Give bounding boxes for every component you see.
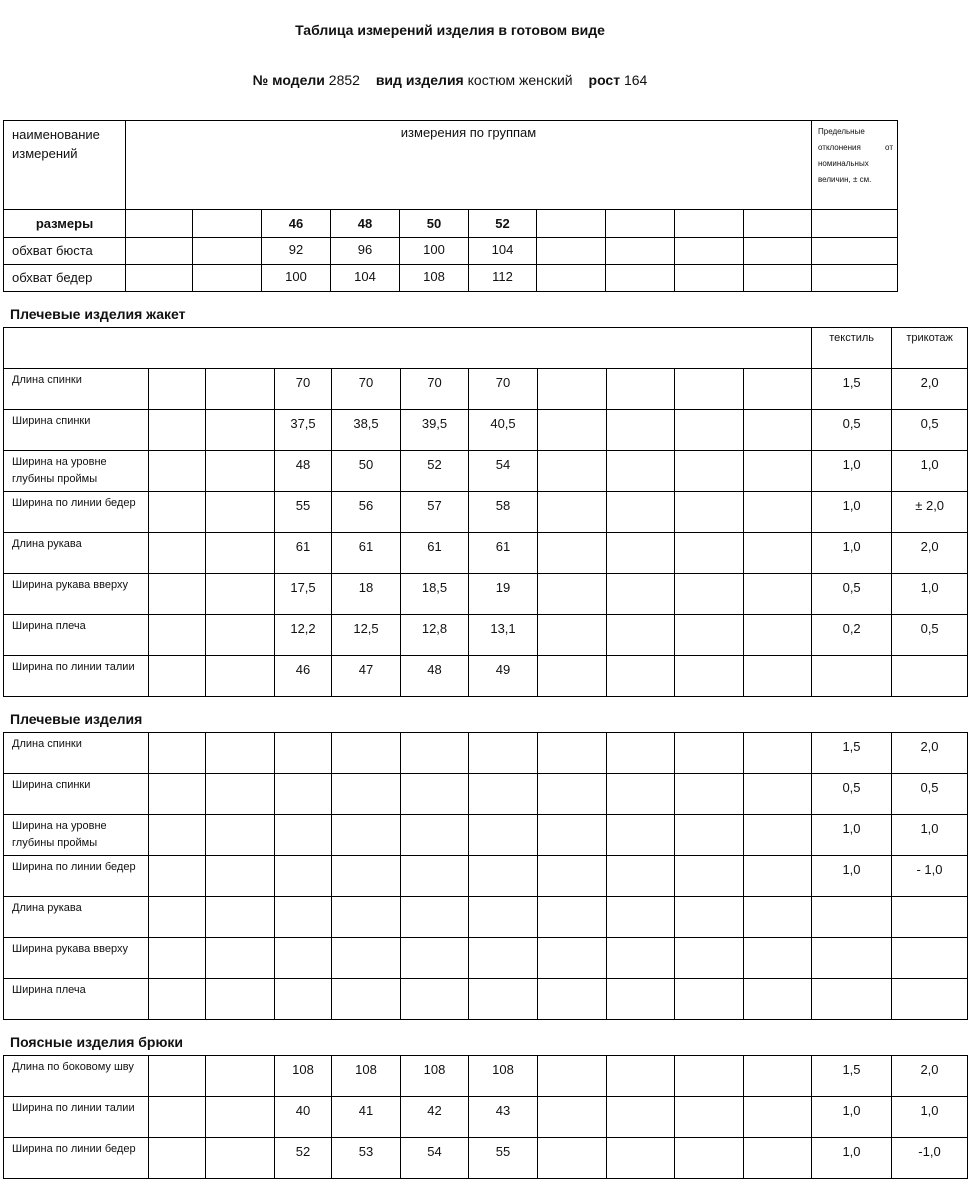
empty-cell (744, 451, 812, 492)
value-cell: 12,8 (401, 615, 469, 656)
table-cell: 112 (469, 265, 537, 292)
empty-cell (675, 979, 744, 1020)
table-cell: 100 (262, 265, 331, 292)
empty-cell (675, 1097, 744, 1138)
table-cell: 96 (331, 238, 400, 265)
empty-cell (607, 574, 675, 615)
empty-cell (538, 815, 607, 856)
empty-cell (675, 533, 744, 574)
knit-tolerance: ± 2,0 (892, 492, 968, 533)
value-cell (332, 979, 401, 1020)
product-type-label: вид изделия (375, 72, 464, 88)
empty-cell (607, 1138, 675, 1179)
size-52: 52 (469, 210, 537, 238)
empty-cell (149, 533, 206, 574)
textile-tolerance: 1,0 (812, 1138, 892, 1179)
row-label: Ширина по линии талии (4, 1097, 149, 1138)
empty-cell (206, 1138, 275, 1179)
empty-cell (206, 897, 275, 938)
value-cell: 49 (469, 656, 538, 697)
value-cell: 108 (401, 1056, 469, 1097)
row-label: Ширина спинки (4, 410, 149, 451)
textile-tolerance: 0,5 (812, 774, 892, 815)
table-row (4, 533, 968, 574)
table-row (4, 938, 968, 979)
empty-cell (744, 1097, 812, 1138)
empty-cell (538, 410, 607, 451)
empty-cell (206, 369, 275, 410)
knit-tolerance: 1,0 (892, 451, 968, 492)
empty-cell (744, 733, 812, 774)
product-type-value: костюм женский (467, 72, 573, 88)
bust-label: обхват бюста (4, 238, 126, 265)
table-row (4, 897, 968, 938)
empty-cell (206, 1097, 275, 1138)
empty-cell (206, 533, 275, 574)
empty-cell (744, 897, 812, 938)
empty-cell (149, 410, 206, 451)
textile-tolerance: 1,0 (812, 533, 892, 574)
empty-cell (675, 492, 744, 533)
value-cell (401, 774, 469, 815)
table-row (4, 774, 968, 815)
value-cell: 70 (332, 369, 401, 410)
value-cell (469, 897, 538, 938)
table-row (4, 615, 968, 656)
table-row (4, 410, 968, 451)
empty-cell (538, 774, 607, 815)
hips-label: обхват бедер (4, 265, 126, 292)
empty-cell (538, 656, 607, 697)
textile-tolerance (812, 897, 892, 938)
row-label: Длина спинки (4, 733, 149, 774)
empty-cell (607, 369, 675, 410)
value-cell: 39,5 (401, 410, 469, 451)
textile-tolerance: 0,2 (812, 615, 892, 656)
row-label: Ширина по линии бедер (4, 492, 149, 533)
value-cell (275, 774, 332, 815)
value-cell: 70 (401, 369, 469, 410)
empty-cell (206, 938, 275, 979)
empty-cell (607, 815, 675, 856)
empty-cell (744, 656, 812, 697)
value-cell (332, 733, 401, 774)
value-cell (469, 815, 538, 856)
knit-tolerance: 0,5 (892, 410, 968, 451)
empty-cell (149, 1097, 206, 1138)
empty-cell (149, 656, 206, 697)
value-cell: 41 (332, 1097, 401, 1138)
sizes-label: размеры (4, 210, 126, 238)
row-label: Ширина рукава вверху (4, 938, 149, 979)
row-label: Ширина на уровне глубины проймы (4, 451, 149, 492)
row-label: Длина спинки (4, 369, 149, 410)
shoulder-table (3, 732, 968, 1020)
value-cell: 54 (401, 1138, 469, 1179)
deviation-header: Предельные отклонения от номинальных величин, ± см. (812, 121, 898, 210)
row-label: Ширина на уровне глубины проймы (4, 815, 149, 856)
empty-cell (206, 492, 275, 533)
value-cell (275, 856, 332, 897)
empty-cell (744, 938, 812, 979)
value-cell (469, 733, 538, 774)
empty-cell (607, 533, 675, 574)
empty-cell (149, 1056, 206, 1097)
textile-tolerance: 1,0 (812, 815, 892, 856)
knit-tolerance: -1,0 (892, 1138, 968, 1179)
empty-cell (675, 656, 744, 697)
empty-cell (538, 1056, 607, 1097)
empty-cell (744, 856, 812, 897)
empty-cell (675, 369, 744, 410)
value-cell: 48 (275, 451, 332, 492)
value-cell: 57 (401, 492, 469, 533)
value-cell: 54 (469, 451, 538, 492)
empty-cell (675, 774, 744, 815)
table-row (4, 733, 968, 774)
empty-cell (675, 410, 744, 451)
value-cell: 40,5 (469, 410, 538, 451)
value-cell (332, 897, 401, 938)
empty-cell (206, 410, 275, 451)
empty-cell (744, 815, 812, 856)
empty-cell (206, 574, 275, 615)
empty-cell (149, 574, 206, 615)
value-cell: 43 (469, 1097, 538, 1138)
empty-cell (149, 897, 206, 938)
row-label: Ширина по линии талии (4, 656, 149, 697)
measurement-name-header: наименование измерений (4, 121, 126, 210)
empty-cell (538, 1097, 607, 1138)
table-row (4, 1138, 968, 1179)
empty-cell (206, 615, 275, 656)
value-cell (275, 979, 332, 1020)
textile-tolerance: 1,0 (812, 1097, 892, 1138)
table-row (4, 492, 968, 533)
empty-cell (675, 815, 744, 856)
table-row (4, 1097, 968, 1138)
textile-tolerance: 1,5 (812, 369, 892, 410)
trousers-section-title: Поясные изделия брюки (10, 1034, 184, 1050)
empty-cell (607, 615, 675, 656)
empty-cell (206, 1056, 275, 1097)
knit-tolerance: 1,0 (892, 815, 968, 856)
empty-cell (607, 410, 675, 451)
height-value: 164 (623, 72, 648, 88)
value-cell (332, 774, 401, 815)
value-cell: 61 (469, 533, 538, 574)
empty-cell (149, 451, 206, 492)
value-cell: 38,5 (332, 410, 401, 451)
textile-header: текстиль (812, 328, 892, 369)
textile-tolerance: 1,0 (812, 492, 892, 533)
value-cell (275, 897, 332, 938)
empty-cell (675, 856, 744, 897)
empty-cell (744, 533, 812, 574)
value-cell (275, 815, 332, 856)
jacket-section-title: Плечевые изделия жакет (10, 306, 186, 322)
document-title: Таблица измерений изделия в готовом виде (295, 22, 605, 38)
empty-cell (206, 774, 275, 815)
empty-cell (538, 856, 607, 897)
value-cell: 37,5 (275, 410, 332, 451)
textile-tolerance (812, 656, 892, 697)
sizes-table (3, 120, 898, 292)
value-cell: 70 (469, 369, 538, 410)
table-cell: 92 (262, 238, 331, 265)
table-row (4, 815, 968, 856)
empty-cell (206, 815, 275, 856)
empty-cell (206, 733, 275, 774)
empty-cell (538, 451, 607, 492)
empty-cell (607, 1097, 675, 1138)
row-label: Ширина плеча (4, 979, 149, 1020)
empty-cell (675, 1138, 744, 1179)
model-number-value: 2852 (328, 72, 360, 88)
value-cell: 108 (275, 1056, 332, 1097)
value-cell: 61 (332, 533, 401, 574)
empty-cell (538, 979, 607, 1020)
row-label: Ширина спинки (4, 774, 149, 815)
table-row (4, 979, 968, 1020)
empty-cell (149, 856, 206, 897)
value-cell (332, 815, 401, 856)
knit-tolerance: - 1,0 (892, 856, 968, 897)
empty-cell (744, 774, 812, 815)
empty-cell (607, 492, 675, 533)
value-cell: 48 (401, 656, 469, 697)
empty-cell (744, 615, 812, 656)
empty-cell (149, 815, 206, 856)
value-cell: 108 (469, 1056, 538, 1097)
knit-tolerance: 2,0 (892, 369, 968, 410)
jacket-table (3, 327, 968, 697)
empty-cell (744, 574, 812, 615)
empty-cell (538, 938, 607, 979)
groups-header: измерения по группам (126, 121, 812, 210)
knit-tolerance: 0,5 (892, 774, 968, 815)
value-cell: 70 (275, 369, 332, 410)
model-number-label: № модели (252, 72, 325, 88)
empty-cell (149, 733, 206, 774)
textile-tolerance (812, 938, 892, 979)
value-cell (401, 938, 469, 979)
empty-cell (149, 492, 206, 533)
table-row (4, 1056, 968, 1097)
value-cell: 47 (332, 656, 401, 697)
value-cell (401, 815, 469, 856)
empty-cell (538, 369, 607, 410)
value-cell: 42 (401, 1097, 469, 1138)
empty-cell (607, 656, 675, 697)
empty-cell (675, 615, 744, 656)
empty-cell (149, 1138, 206, 1179)
value-cell: 46 (275, 656, 332, 697)
knit-tolerance (892, 938, 968, 979)
empty-cell (538, 1138, 607, 1179)
empty-cell (607, 938, 675, 979)
empty-cell (675, 451, 744, 492)
empty-cell (607, 897, 675, 938)
empty-cell (744, 1056, 812, 1097)
shoulder-section-title: Плечевые изделия (10, 711, 143, 727)
value-cell: 18 (332, 574, 401, 615)
size-46: 46 (262, 210, 331, 238)
value-cell (401, 897, 469, 938)
value-cell (401, 733, 469, 774)
knit-tolerance: 2,0 (892, 1056, 968, 1097)
model-info-line (0, 72, 900, 88)
empty-cell (206, 979, 275, 1020)
value-cell: 50 (332, 451, 401, 492)
empty-cell (607, 451, 675, 492)
empty-cell (538, 533, 607, 574)
empty-cell (206, 451, 275, 492)
value-cell: 12,5 (332, 615, 401, 656)
table-row (4, 656, 968, 697)
row-label: Ширина по линии бедер (4, 856, 149, 897)
empty-cell (607, 979, 675, 1020)
empty-cell (538, 574, 607, 615)
value-cell: 17,5 (275, 574, 332, 615)
textile-tolerance: 0,5 (812, 574, 892, 615)
value-cell: 13,1 (469, 615, 538, 656)
value-cell (401, 856, 469, 897)
value-cell: 53 (332, 1138, 401, 1179)
value-cell (401, 979, 469, 1020)
knit-tolerance: 1,0 (892, 574, 968, 615)
value-cell: 19 (469, 574, 538, 615)
value-cell: 52 (401, 451, 469, 492)
textile-tolerance: 1,0 (812, 451, 892, 492)
value-cell: 55 (275, 492, 332, 533)
empty-cell (206, 856, 275, 897)
table-row (4, 574, 968, 615)
knit-tolerance: 0,5 (892, 615, 968, 656)
value-cell (469, 774, 538, 815)
value-cell: 61 (275, 533, 332, 574)
size-48: 48 (331, 210, 400, 238)
empty-cell (607, 1056, 675, 1097)
empty-cell (744, 492, 812, 533)
value-cell: 40 (275, 1097, 332, 1138)
trousers-table (3, 1055, 968, 1179)
textile-tolerance: 1,5 (812, 1056, 892, 1097)
empty-cell (675, 897, 744, 938)
value-cell: 58 (469, 492, 538, 533)
knit-tolerance (892, 979, 968, 1020)
value-cell: 108 (332, 1056, 401, 1097)
knit-tolerance (892, 656, 968, 697)
empty-cell (675, 574, 744, 615)
empty-cell (206, 656, 275, 697)
row-label: Длина рукава (4, 533, 149, 574)
row-label: Длина рукава (4, 897, 149, 938)
row-label: Ширина рукава вверху (4, 574, 149, 615)
value-cell (332, 938, 401, 979)
table-row (4, 451, 968, 492)
table-cell: 104 (331, 265, 400, 292)
table-row (4, 369, 968, 410)
empty-cell (538, 615, 607, 656)
empty-cell (538, 733, 607, 774)
empty-cell (607, 856, 675, 897)
knit-tolerance (892, 897, 968, 938)
empty-cell (744, 369, 812, 410)
size-50: 50 (400, 210, 469, 238)
value-cell (332, 856, 401, 897)
empty-cell (149, 369, 206, 410)
empty-cell (675, 733, 744, 774)
empty-cell (744, 410, 812, 451)
value-cell (469, 856, 538, 897)
knit-header: трикотаж (892, 328, 968, 369)
textile-tolerance (812, 979, 892, 1020)
height-label: рост (588, 72, 621, 88)
textile-tolerance: 0,5 (812, 410, 892, 451)
value-cell: 18,5 (401, 574, 469, 615)
row-label: Ширина плеча (4, 615, 149, 656)
value-cell (275, 938, 332, 979)
table-cell: 100 (400, 238, 469, 265)
textile-tolerance: 1,0 (812, 856, 892, 897)
value-cell (275, 733, 332, 774)
value-cell: 12,2 (275, 615, 332, 656)
empty-cell (607, 733, 675, 774)
empty-cell (607, 774, 675, 815)
table-cell: 104 (469, 238, 537, 265)
value-cell: 56 (332, 492, 401, 533)
table-cell: 108 (400, 265, 469, 292)
value-cell: 61 (401, 533, 469, 574)
empty-cell (538, 897, 607, 938)
empty-cell (744, 979, 812, 1020)
value-cell: 55 (469, 1138, 538, 1179)
knit-tolerance: 2,0 (892, 733, 968, 774)
empty-cell (538, 492, 607, 533)
empty-cell (675, 1056, 744, 1097)
value-cell (469, 979, 538, 1020)
empty-cell (744, 1138, 812, 1179)
row-label: Длина по боковому шву (4, 1056, 149, 1097)
empty-cell (675, 938, 744, 979)
knit-tolerance: 1,0 (892, 1097, 968, 1138)
value-cell: 52 (275, 1138, 332, 1179)
knit-tolerance: 2,0 (892, 533, 968, 574)
empty-cell (149, 938, 206, 979)
row-label: Ширина по линии бедер (4, 1138, 149, 1179)
empty-cell (149, 615, 206, 656)
value-cell (469, 938, 538, 979)
textile-tolerance: 1,5 (812, 733, 892, 774)
table-row (4, 856, 968, 897)
empty-cell (149, 979, 206, 1020)
empty-cell (149, 774, 206, 815)
